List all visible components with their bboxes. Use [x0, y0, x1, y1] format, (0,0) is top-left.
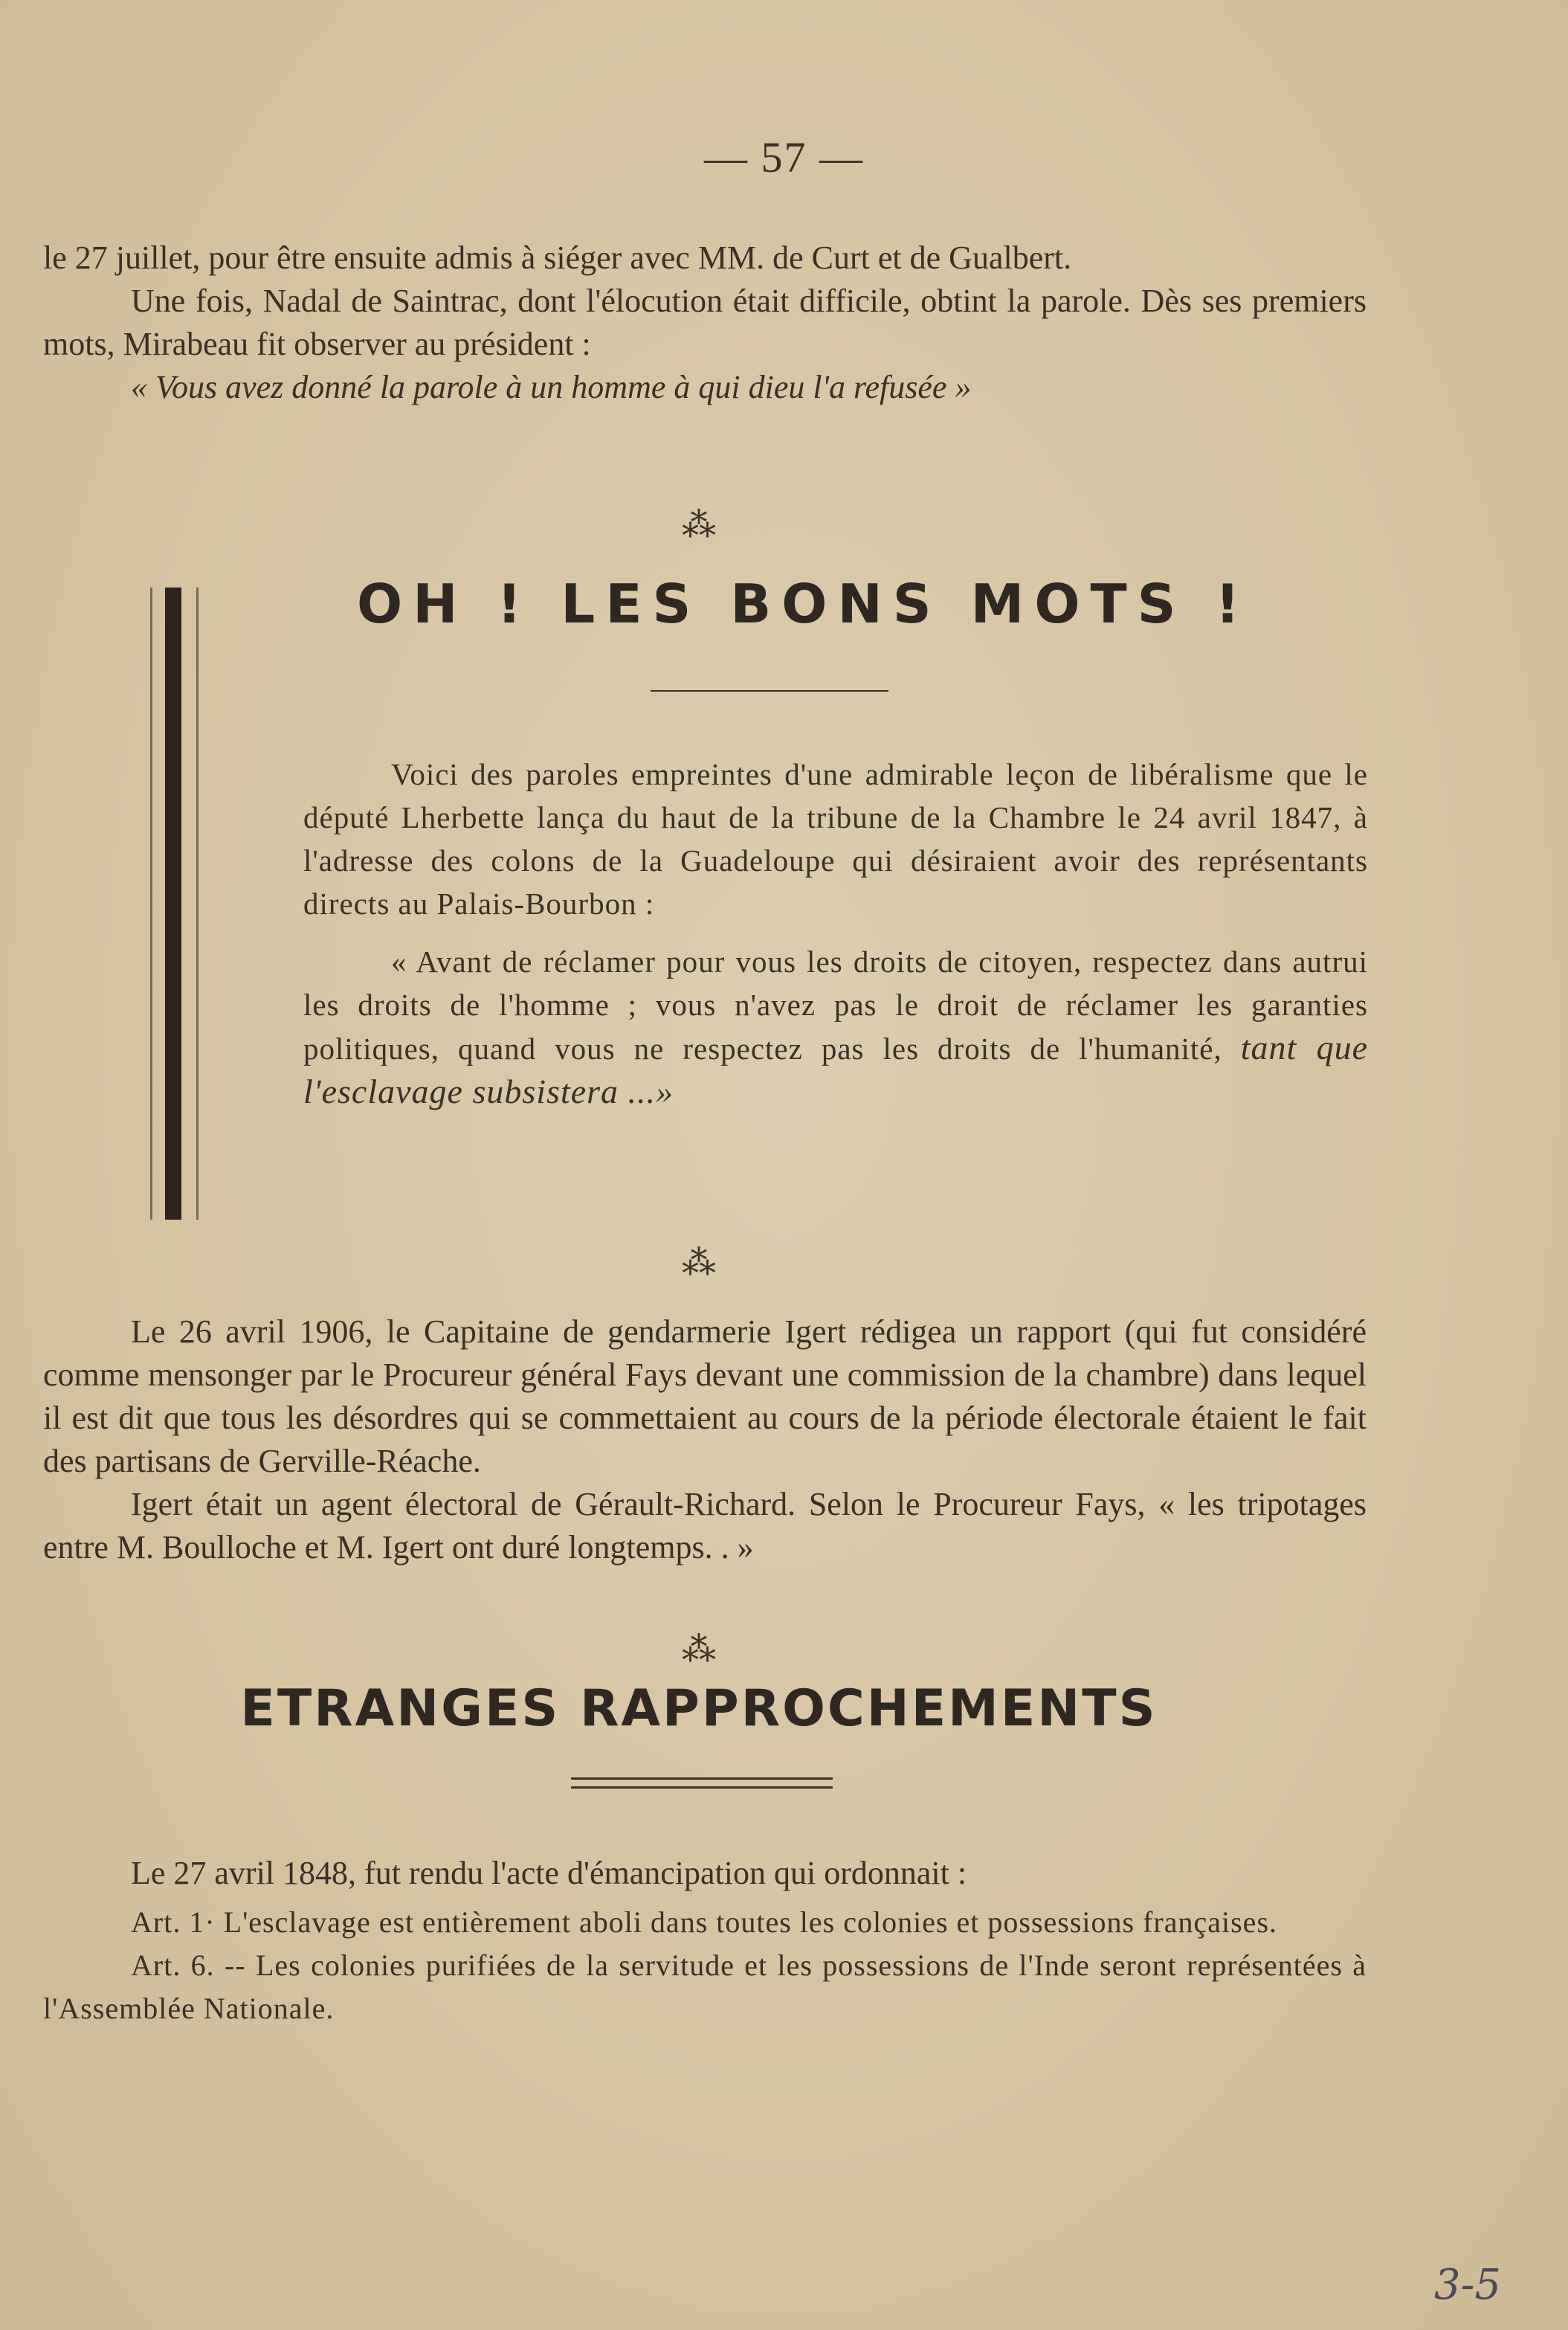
article-6: Art. 6. -- Les colonies purifiées de la servitude et les possessions de l'Inde seront représentées à l'Assemblée Nationale. — [43, 1948, 1367, 2025]
handwritten-note: 3-5 — [1433, 2261, 1501, 2309]
intro-line2: Une fois, Nadal de Saintrac, dont l'élocution était difficile, obtint la parole. Dès ses premiers mots, Mirabeau fit observer au président : — [43, 283, 1367, 362]
title-underline-2a — [571, 1777, 833, 1780]
lherbette-intro: Voici des paroles empreintes d'une admirable leçon de libéralisme que le député Lherbette lança du haut de la tribune de la Chambre le 24 avril 1847, à l'adresse des colons de la Guadeloupe qui désiraient avoir des représentants directs au Palais-Bourbon : — [303, 757, 1368, 921]
sidebar-rule-right — [196, 588, 199, 1220]
lherbette-quote-italic: tant que l'esclavage subsistera ...» — [303, 1029, 1368, 1110]
emancipation-intro: Le 27 avril 1848, fut rendu l'acte d'émancipation qui ordonnait : — [131, 1855, 967, 1891]
ornament-1: ⁂ — [682, 506, 716, 544]
page-number: — 57 — — [704, 133, 864, 181]
title-underline-1 — [651, 690, 888, 692]
lherbette-quote-text: « Avant de réclamer pour vous les droits de citoyen, respectez dans autrui les droits de l'homme ; vous n'avez pas le droit de réclamer les garanties politiques, quand vous ne respectez pas les droits de l'humanité, — [303, 944, 1368, 1066]
ornament-3: ⁂ — [682, 1630, 716, 1668]
igert-para2: Igert était un agent électoral de Gérault-Richard. Selon le Procureur Fays, « les tripotages entre M. Boulloche et M. Igert ont duré longtemps. . » — [43, 1486, 1367, 1565]
igert-text — [43, 1310, 1367, 1569]
ornament-2: ⁂ — [682, 1243, 716, 1281]
lherbette-box — [303, 753, 1368, 1114]
lherbette-quote — [303, 940, 1368, 1114]
igert-para1: Le 26 avril 1906, le Capitaine de gendarmerie Igert rédigea un rapport (qui fut considéré comme mensonger par le Procureur général Fays devant une commission de la chambre) dans lequel il est dit que tous les désordres qui se commettaient au cours de la période électorale étaient le fait des partisans de Gerville-Réache. — [43, 1313, 1367, 1479]
sidebar-rule-thick — [165, 588, 181, 1220]
article-1: Art. 1· L'esclavage est entièrement aboli dans toutes les colonies et possessions françaises. — [131, 1905, 1278, 1939]
emancipation-text — [43, 1852, 1367, 2030]
sidebar-rule-left — [150, 588, 152, 1220]
section-title-rapprochements: ETRANGES RAPPROCHEMENTS — [240, 1679, 1158, 1738]
intro-text — [43, 236, 1367, 409]
intro-line1: le 27 juillet, pour être ensuite admis à siéger avec MM. de Curt et de Gualbert. — [43, 239, 1072, 276]
title-underline-2b — [571, 1786, 833, 1789]
mirabeau-quote: « Vous avez donné la parole à un homme à qui dieu l'a refusée » — [131, 369, 972, 405]
section-title-bons-mots: OH ! LES BONS MOTS ! — [357, 573, 1251, 635]
